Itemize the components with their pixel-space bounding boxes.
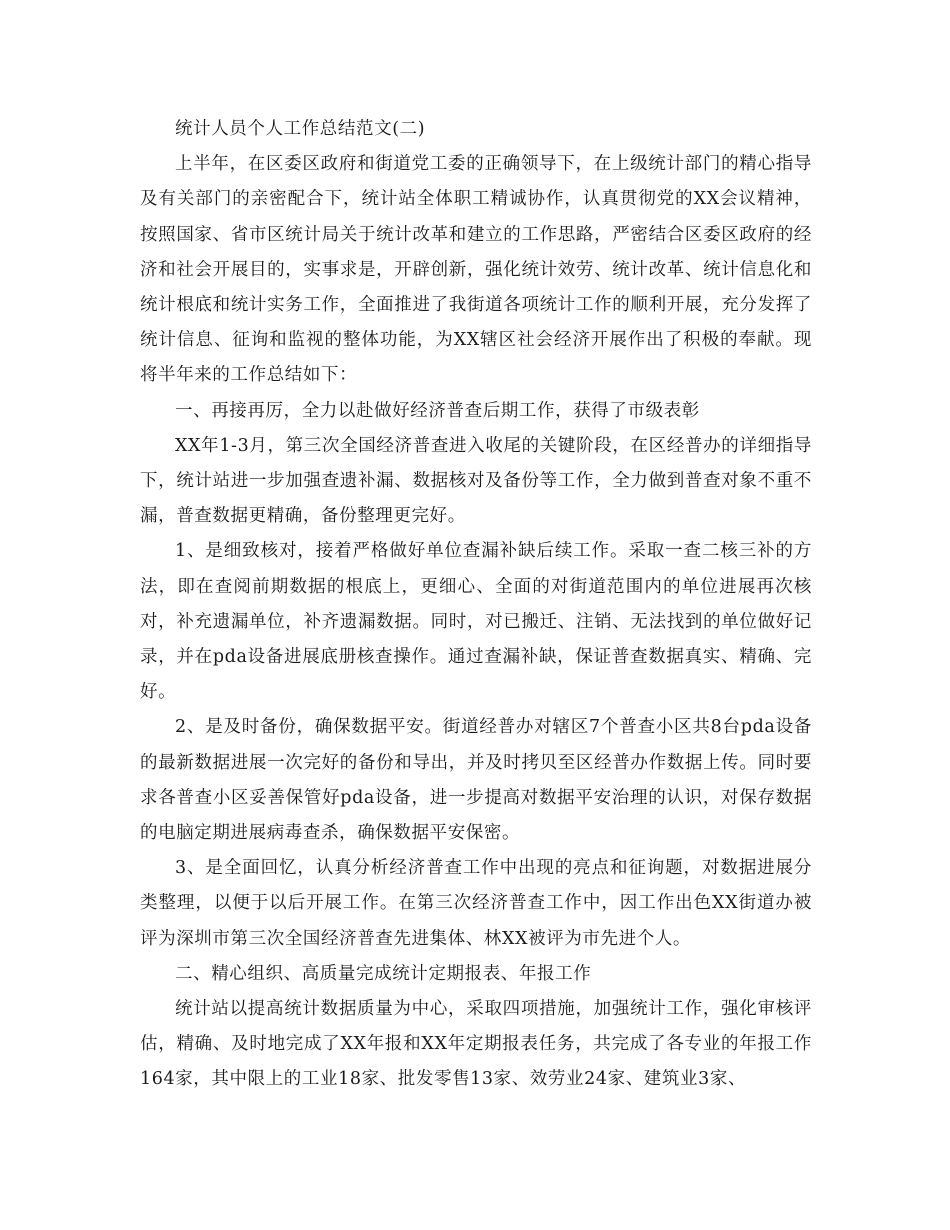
- section-heading-2: 二、精心组织、高质量完成统计定期报表、年报工作: [175, 963, 592, 984]
- paragraph-item-2: 2、是及时备份，确保数据平安。街道经普办对辖区7个普查小区共8台pda设备的最新数据进展一次完好的备份和导出，并及时拷贝至区经普办作数据上传。同时要求各普查小区妥善保管好pda设备，进一步提高对数据平安治理的认识，对保存数据的电脑定期进展病毒查杀，确保数据平安保密。: [140, 717, 813, 844]
- section-heading-1: 一、再接再厉，全力以赴做好经济普查后期工作，获得了市级表彰: [175, 400, 700, 421]
- document-title: 统计人员个人工作总结范文(二): [175, 119, 426, 139]
- paragraph-section-1: XX年1-3月，第三次全国经济普查进入收尾的关键阶段，在区经普办的详细指导下，统计站进一步加强查遗补漏、数据核对及备份等工作，全力做到普查对象不重不漏，普查数据更精确，备份整理更完好。: [140, 435, 812, 527]
- paragraph-intro: 上半年，在区委区政府和街道党工委的正确领导下，在上级统计部门的精心指导及有关部门的亲密配合下，统计站全体职工精诚协作，认真贯彻党的XX会议精神，按照国家、省市区统计局关于统计改革和建立的工作思路，严密结合区委区政府的经济和社会开展目的，实事求是，开辟创新，强化统计效劳、统计改革、统计信息化和统计根底和统计实务工作，全面推进了我街道各项统计工作的顺利开展，充分发挥了统计信息、征询和监视的整体功能，为XX辖区社会经济开展作出了积极的奉献。现将半年来的工作总结如下：: [140, 154, 812, 386]
- paragraph-item-1: 1、是细致核对，接着严格做好单位查漏补缺后续工作。采取一查二核三补的方法，即在查阅前期数据的根底上，更细心、全面的对街道范围内的单位进展再次核对，补充遗漏单位，补齐遗漏数据。同时，对已搬迁、注销、无法找到的单位做好记录，并在pda设备进展底册核查操作。通过查漏补缺，保证普查数据真实、精确、完好。: [140, 541, 812, 703]
- paragraph-item-3: 3、是全面回忆，认真分析经济普查工作中出现的亮点和征询题，对数据进展分类整理，以便于以后开展工作。在第三次经济普查工作中，因工作出色XX街道办被评为深圳市第三次全国经济普查先进集体、林XX被评为市先进个人。: [140, 858, 812, 949]
- document-body: [140, 112, 812, 1098]
- paragraph-section-2: 统计站以提高统计数据质量为中心，采取四项措施，加强统计工作，强化审核评估，精确、及时地完成了XX年报和XX年定期报表任务，共完成了各专业的年报工作164家，其中限上的工业18家、批发零售13家、效劳业24家、建筑业3家、: [140, 999, 812, 1090]
